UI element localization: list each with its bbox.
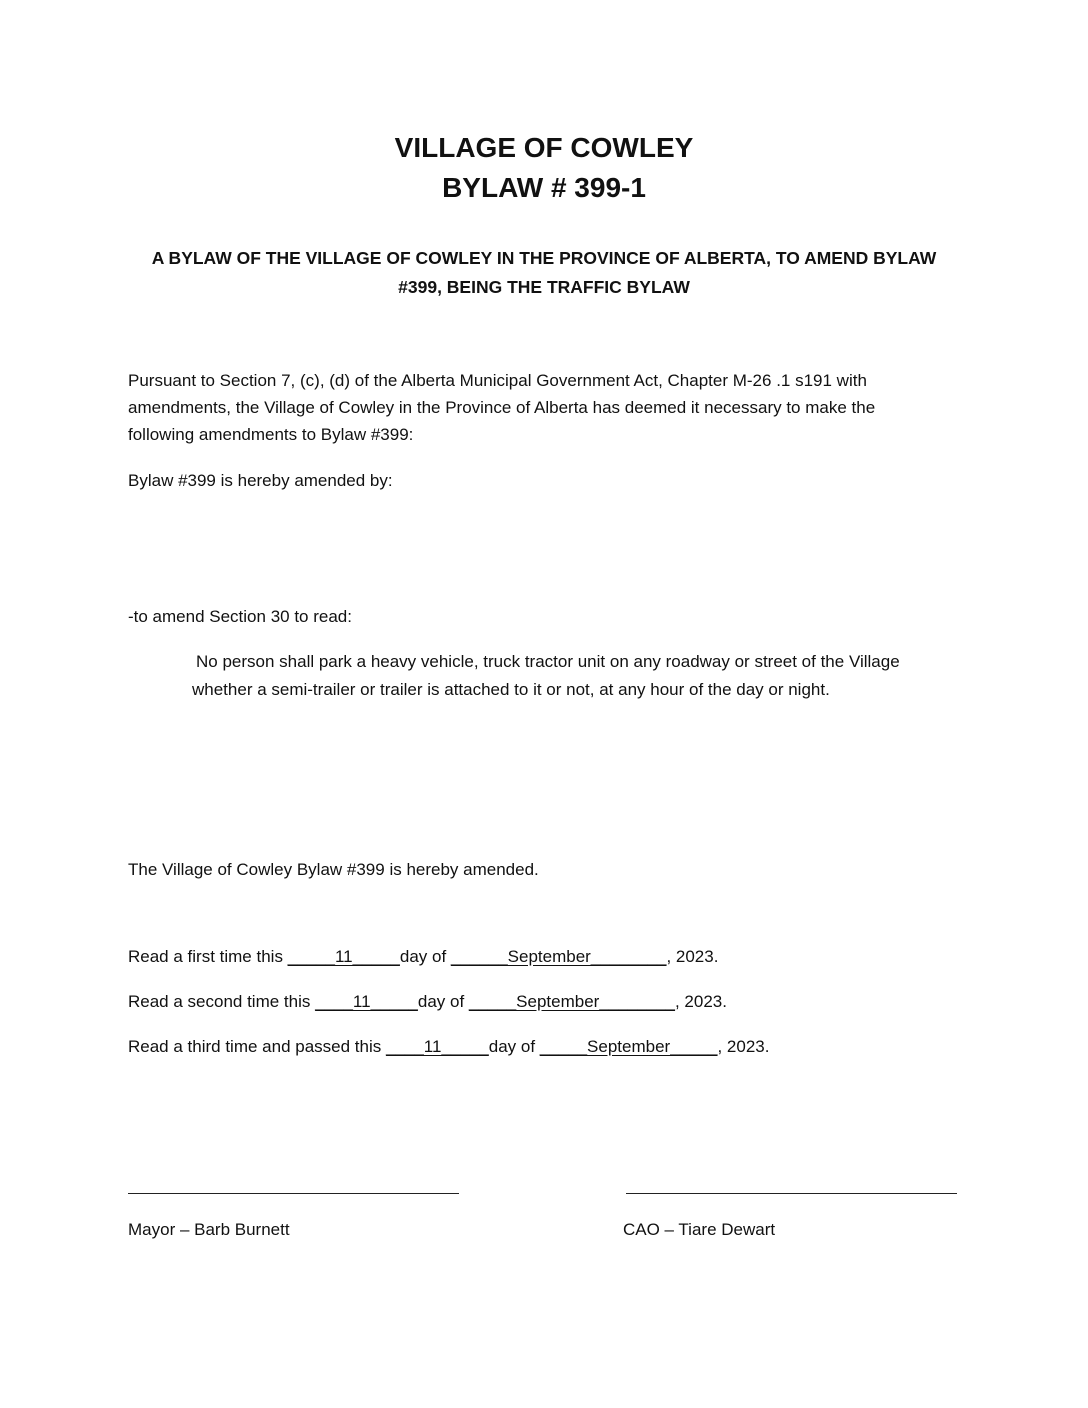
section-30-text-line-2: whether a semi-trailer or trailer is attached to it or not, at any hour of the day or night. bbox=[192, 680, 830, 699]
reading-month: _____September_____ bbox=[539, 1037, 718, 1056]
reading-suffix: , 2023. bbox=[666, 947, 719, 966]
section-30-text-line-1: No person shall park a heavy vehicle, truck tractor unit on any roadway or street of the Village bbox=[196, 652, 900, 671]
cao-name: CAO – Tiare Dewart bbox=[623, 1220, 776, 1239]
reading-suffix: , 2023. bbox=[717, 1037, 770, 1056]
amend-section-heading: -to amend Section 30 to read: bbox=[128, 607, 352, 626]
reading-month: ______September________ bbox=[450, 947, 667, 966]
reading-suffix: , 2023. bbox=[674, 992, 727, 1011]
preamble-line-3: following amendments to Bylaw #399: bbox=[128, 425, 414, 444]
third-reading bbox=[128, 1037, 769, 1057]
preamble-line-1: Pursuant to Section 7, (c), (d) of the Alberta Municipal Government Act, Chapter M-26 .1 s191 with bbox=[128, 371, 867, 390]
amended-by-text: Bylaw #399 is hereby amended by: bbox=[128, 471, 393, 490]
second-reading bbox=[128, 992, 727, 1012]
reading-mid: day of bbox=[417, 992, 469, 1011]
first-reading bbox=[128, 947, 718, 967]
preamble-line-2: amendments, the Village of Cowley in the Province of Alberta has deemed it necessary to make the bbox=[128, 398, 876, 417]
bylaw-subtitle-line-1: A BYLAW OF THE VILLAGE OF COWLEY IN THE PROVINCE OF ALBERTA, TO AMEND BYLAW bbox=[151, 248, 937, 268]
mayor-signature-line bbox=[128, 1193, 459, 1194]
reading-mid: day of bbox=[399, 947, 451, 966]
bylaw-number: BYLAW # 399-1 bbox=[442, 172, 646, 203]
reading-prefix: Read a first time this bbox=[128, 947, 288, 966]
reading-day: _____11_____ bbox=[287, 947, 400, 966]
cao-signature-line bbox=[626, 1193, 957, 1194]
reading-prefix: Read a third time and passed this bbox=[128, 1037, 386, 1056]
reading-day: ____11_____ bbox=[315, 992, 418, 1011]
bylaw-subtitle-line-2: #399, BEING THE TRAFFIC BYLAW bbox=[398, 277, 690, 297]
reading-month: _____September________ bbox=[468, 992, 675, 1011]
closing-statement: The Village of Cowley Bylaw #399 is hereby amended. bbox=[128, 860, 539, 879]
reading-mid: day of bbox=[488, 1037, 540, 1056]
document-title: VILLAGE OF COWLEY bbox=[394, 132, 694, 163]
mayor-name: Mayor – Barb Burnett bbox=[128, 1220, 290, 1239]
reading-prefix: Read a second time this bbox=[128, 992, 316, 1011]
reading-day: ____11_____ bbox=[385, 1037, 489, 1056]
